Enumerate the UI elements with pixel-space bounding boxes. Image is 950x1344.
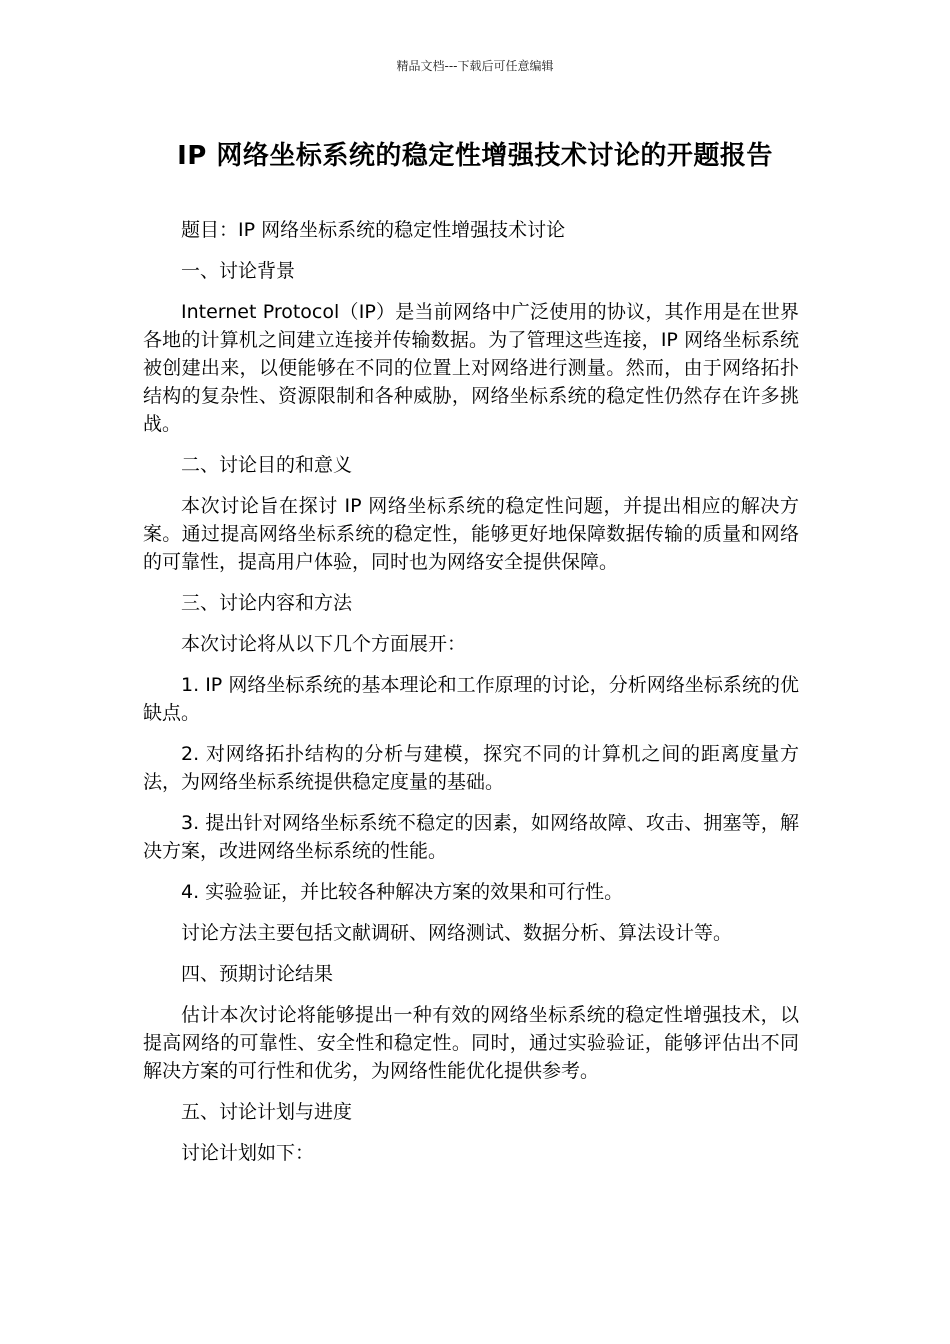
section-heading-expected-results: 四、预期讨论结果 [181, 963, 334, 985]
paragraph-expected-results: 估计本次讨论将能够提出一种有效的网络坐标系统的稳定性增强技术，以提高网络的可靠性、安全性和稳定性。同时，通过实验验证，能够评估出不同解决方案的可行性和优劣，为网络性能优化提供参考。 [143, 1004, 799, 1082]
section-heading-background: 一、讨论背景 [181, 260, 296, 282]
subject-line: 题目：IP 网络坐标系统的稳定性增强技术讨论 [181, 219, 566, 241]
list-item-1: 1. IP 网络坐标系统的基本理论和工作原理的讨论，分析网络坐标系统的优缺点。 [143, 674, 799, 724]
paragraph-purpose: 本次讨论旨在探讨 IP 网络坐标系统的稳定性问题，并提出相应的解决方案。通过提高网络坐标系统的稳定性，能够更好地保障数据传输的质量和网络的可靠性，提高用户体验，同时也为网络安全提供保障。 [143, 495, 799, 573]
document-title: IP 网络坐标系统的稳定性增强技术讨论的开题报告 [177, 141, 773, 171]
section-heading-plan: 五、讨论计划与进度 [181, 1101, 353, 1123]
paragraph-intro-list: 本次讨论将从以下几个方面展开： [181, 633, 467, 655]
list-item-2: 2. 对网络拓扑结构的分析与建模，探究不同的计算机之间的距离度量方法，为网络坐标系统提供稳定度量的基础。 [143, 743, 799, 793]
header-note: 精品文档---下载后可任意编辑 [396, 59, 554, 73]
paragraph-background: Internet Protocol（IP）是当前网络中广泛使用的协议，其作用是在世界各地的计算机之间建立连接并传输数据。为了管理这些连接，IP 网络坐标系统被创建出来，以便能够在不同的位置上对网络进行测量。然而，由于网络拓扑结构的复杂性、资源限制和各种威胁，网络坐标系统的稳定性仍然存在许多挑战。 [143, 301, 799, 435]
paragraph-methods: 讨论方法主要包括文献调研、网络测试、数据分析、算法设计等。 [181, 922, 733, 944]
paragraph-plan-intro: 讨论计划如下： [181, 1142, 315, 1164]
list-item-3: 3. 提出针对网络坐标系统不稳定的因素，如网络故障、攻击、拥塞等，解决方案，改进网络坐标系统的性能。 [143, 812, 799, 862]
list-item-4: 4. 实验验证，并比较各种解决方案的效果和可行性。 [181, 881, 624, 903]
section-heading-content-methods: 三、讨论内容和方法 [181, 592, 353, 614]
section-heading-purpose: 二、讨论目的和意义 [181, 454, 353, 476]
document-body [143, 216, 799, 1180]
